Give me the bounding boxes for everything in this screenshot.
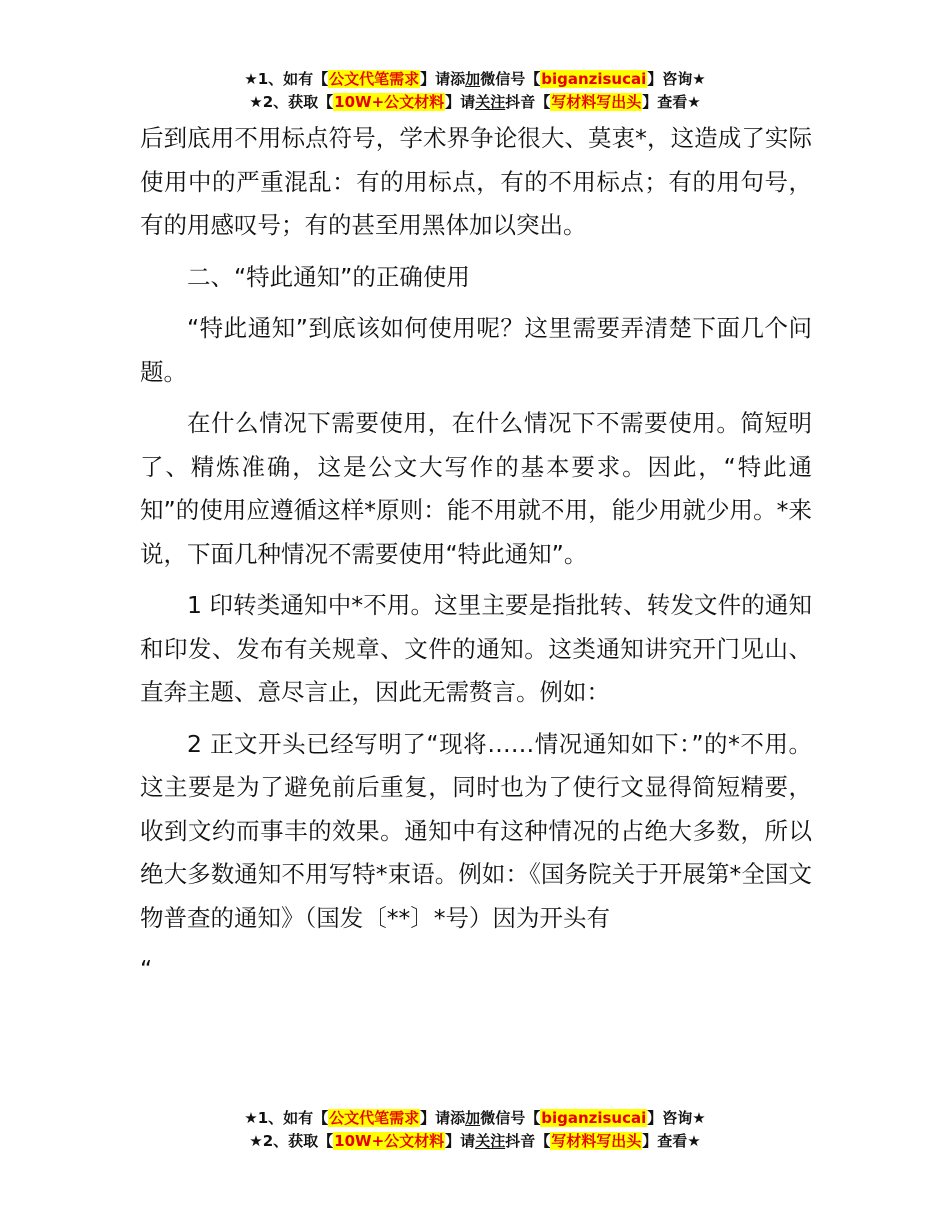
banner-text-underlined: 关注	[475, 93, 506, 111]
star-icon: ★	[244, 70, 258, 88]
banner-text: 1、如有【	[257, 70, 329, 88]
highlight-douyin-account: 写材料写出头	[551, 93, 642, 111]
banner-text: 抖音【	[505, 1132, 551, 1150]
banner-text: 】请	[445, 93, 476, 111]
star-icon: ★	[249, 1132, 263, 1150]
banner-text-underlined: 加	[465, 70, 481, 88]
banner-text: 微信号【	[480, 1109, 541, 1127]
paragraph: 在什么情况下需要使用，在什么情况下不需要使用。简短明了、精炼准确，这是公文大写作的基本要求。因此，“特此通知”的使用应遵循这样*原则：能不用就不用，能少用就少用。*来说，下面几种情况不需要使用“特此通知”。	[140, 409, 812, 568]
highlight-service: 公文代笔需求	[329, 1109, 420, 1127]
highlight-materials: 10W+公文材料	[334, 93, 445, 111]
banner-text-underlined: 加	[465, 1109, 481, 1127]
star-icon: ★	[692, 70, 706, 88]
highlight-materials: 10W+公文材料	[334, 1132, 445, 1150]
star-icon: ★	[244, 1109, 258, 1127]
highlight-wechat-id: biganzisucai	[541, 1109, 647, 1127]
paragraph: 1 印转类通知中*不用。这里主要是指批转、转发文件的通知和印发、发布有关规章、文件的通知。这类通知讲究开门见山、直奔主题、意尽言止，因此无需赘言。例如：	[140, 591, 812, 706]
banner-text-underlined: 关注	[475, 1132, 506, 1150]
paragraph-continuation: 后到底用不用标点符号，学术界争论很大、莫衷*，这造成了实际使用中的严重混乱：有的用标点，有的不用标点；有的用句号，有的用感叹号；有的甚至用黑体加以突出。	[140, 124, 812, 239]
document-body	[140, 117, 812, 1000]
banner-text: 】请	[445, 1132, 476, 1150]
highlight-wechat-id: biganzisucai	[541, 70, 647, 88]
header-banner	[0, 68, 950, 114]
banner-text: 2、获取【	[262, 93, 334, 111]
star-icon: ★	[687, 1132, 701, 1150]
section-heading: 二、“特此通知”的正确使用	[187, 262, 470, 291]
paragraph: 2 正文开头已经写明了“现将……情况通知如下：”的*不用。这主要是为了避免前后重复，同时也为了使行文显得简短精要，收到文约而事丰的效果。通知中有这种情况的占绝大多数，所以绝大多数通知不用写特*束语。例如：《国务院关于开展第*全国文物普查的通知》（国发〔**〕*号）因为开头有	[140, 729, 812, 932]
paragraph: “特此通知”到底该如何使用呢？这里需要弄清楚下面几个问题。	[140, 314, 812, 386]
paragraph-fragment: “	[140, 955, 153, 983]
banner-text: 】查看	[642, 93, 688, 111]
banner-text: 抖音【	[505, 93, 551, 111]
banner-text: 】咨询	[647, 1109, 693, 1127]
banner-text: 】请添	[420, 1109, 466, 1127]
banner-text: 】请添	[420, 70, 466, 88]
banner-text: 1、如有【	[257, 1109, 329, 1127]
banner-line-1	[0, 1107, 950, 1130]
banner-text: 】咨询	[647, 70, 693, 88]
banner-line-1	[0, 68, 950, 91]
highlight-service: 公文代笔需求	[329, 70, 420, 88]
star-icon: ★	[692, 1109, 706, 1127]
footer-banner	[0, 1107, 950, 1153]
banner-text: 微信号【	[480, 70, 541, 88]
star-icon: ★	[249, 93, 263, 111]
banner-text: 】查看	[642, 1132, 688, 1150]
banner-text: 2、获取【	[262, 1132, 334, 1150]
banner-line-2	[0, 91, 950, 114]
highlight-douyin-account: 写材料写出头	[551, 1132, 642, 1150]
star-icon: ★	[687, 93, 701, 111]
banner-line-2	[0, 1130, 950, 1153]
